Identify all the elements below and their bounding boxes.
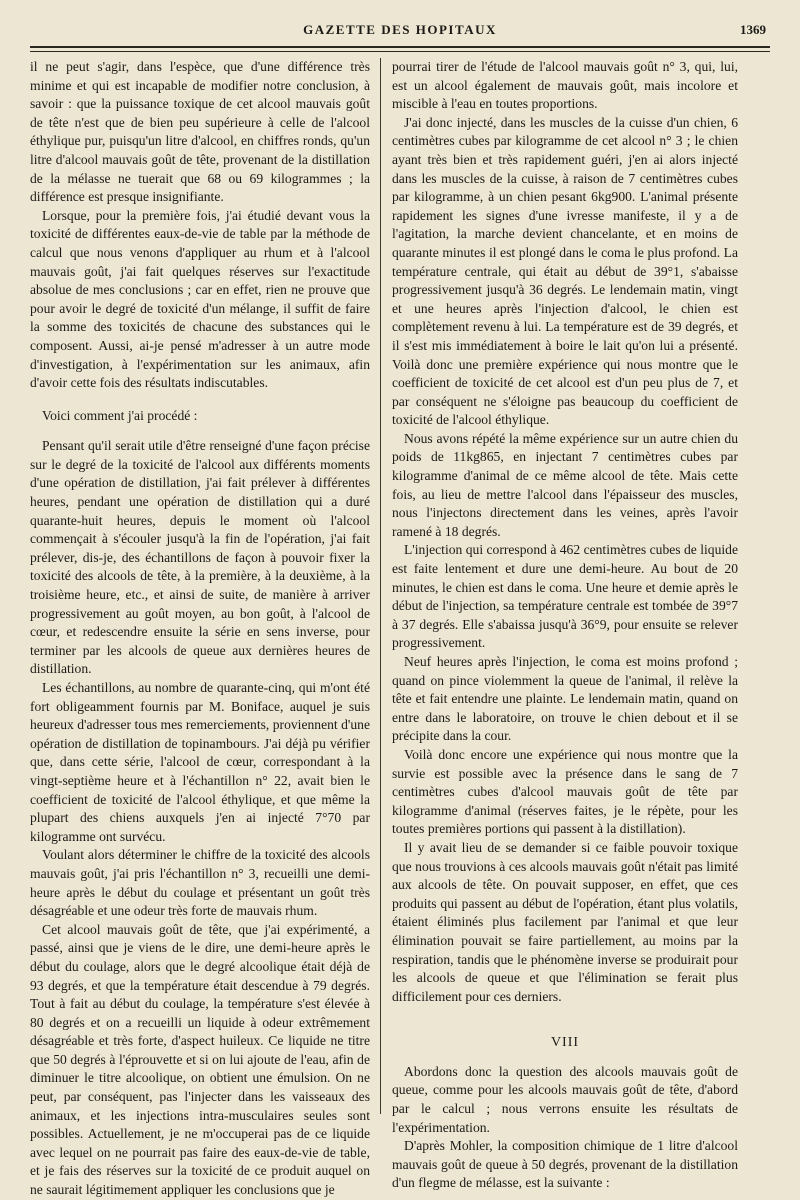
- header-rule-thick: [30, 46, 770, 48]
- header-rule-thin: [30, 51, 770, 52]
- paragraph: J'ai donc injecté, dans les muscles de la cuisse d'un chien, 6 centimètres cubes par kilogramme de cet alcool n° 3 ; le chien ayant très bien et très rapidement guéri, j'en ai alors injecté dans les muscles de la cuisse, à raison de 7 centimètres cubes par kilogramme, à un chien pesant 6kg900. L'animal présente rapidement les signes d'une ivresse manifeste, il y a de l'agitation, la marche devient chancelante, et en moins de quarante minutes il est plongé dans le coma le plus profond. La température centrale, qui était au début de 39°1, s'abaisse progressivement jusqu'à 36 degrés. Le lendemain matin, vingt et une heures après l'injection d'alcool, le chien est complètement revenu à lui. La température est de 39 degrés, et il s'est mis immédiatement à boire le lait qu'on lui a présenté. Voilà donc une première expérience qui nous montre que le coefficient de toxicité de cet alcool est d'un peu plus de 7, et par conséquent ne s'éloigne pas beaucoup du coefficient de toxicité de l'alcool éthylique.: [392, 114, 738, 428]
- page-header: [30, 18, 770, 44]
- paragraph: Voici comment j'ai procédé :: [42, 407, 198, 423]
- column-divider: [380, 58, 381, 1114]
- paragraph: Nous avons répété la même expérience sur un autre chien du poids de 11kg865, en injectant 7 centimètres cubes par kilogramme d'animal de ce même alcool de tête. Mais cette fois, au lieu de mettre l'alcool dans l'épaisseur des muscles, nous l'injectons directement dans les veines, après l'avoir ramené à 18 degrés.: [392, 430, 738, 539]
- page-number: 1369: [740, 22, 766, 37]
- paragraph: D'après Mohler, la composition chimique de 1 litre d'alcool mauvais goût de queue à 50 degrés, provenant de la distillation d'un flegme de mélasse, est la suivante :: [392, 1138, 738, 1191]
- paragraph: Abordons donc la question des alcools mauvais goût de queue, comme pour les alcools mauvais goût de tête, d'abord par le calcul ; nous verrons ensuite les résultats de l'expérimentation.: [392, 1063, 738, 1135]
- paragraph: Lorsque, pour la première fois, j'ai étudié devant vous la toxicité de différentes eaux-de-vie de table par la méthode de calcul que nous venons d'appliquer au rhum et à l'alcool mauvais goût, j'ai fait quelques réserves sur l'exactitude absolue de mes conclusions ; car en effet, rien ne prouve que pour avoir le degré de toxicité d'un mélange, il suffit de faire la somme des toxicités de chacune des substances qui le composent. Aussi, ai-je pensé m'adresser à un autre mode d'investigation, à l'expérimentation sur les animaux, afin d'avoir cette fois des résultats indiscutables.: [30, 207, 370, 391]
- paragraph: Voulant alors déterminer le chiffre de la toxicité des alcools mauvais goût, j'ai pris l'échantillon n° 3, recueilli une demi-heure après le début du coulage et présentant un goût très désagréable et une odeur très forte de mauvais rhum.: [30, 847, 370, 919]
- paragraph: Cet alcool mauvais goût de tête, que j'ai expérimenté, a passé, ainsi que je viens de le dire, une demi-heure après le début du coulage, alors que le degré alcoolique était déjà de 93 degrés, et que la température était descendue à 79 degrés. Tout à fait au début du coulage, la température s'est élevée à 80 degrés et on a recueilli un liquide à odeur extrêmement désagréable et très forte, d'aspect huileux. Ce liquide ne titre que 50 degrés à l'éprouvette et si on lui ajoute de l'eau, afin de diminuer le titre alcoolique, on obtient une émulsion. On ne peut, par conséquent, pas l'injecter dans les vaisseaux des animaux, et les injections intra-musculaires seules sont possibles. Actuellement, je ne m'occuperai pas de ce liquide avec lequel on ne pourrait pas faire des eaux-de-vie de table, et je fais des réserves sur la toxicité de ce produit auquel on ne saurait légitimement appliquer les conclusions que je: [30, 921, 370, 1198]
- paragraph: L'injection qui correspond à 462 centimètres cubes de liquide est faite lentement et dure une demi-heure. Au bout de 20 minutes, le chien est dans le coma. Une heure et demie après le début de l'injection, sa température centrale est tombée de 39°7 à 37 degrés. Elle s'abaissa jusqu'à 36°9, pour ensuite se relever progressivement.: [392, 542, 738, 651]
- paragraph: il ne peut s'agir, dans l'espèce, que d'une différence très minime et qui est incapable de modifier notre conclusion, à savoir : que la puissance toxique de cet alcool mauvais goût de tête n'est que de bien peu supérieure à celle de l'alcool éthylique pur, puisqu'un litre d'alcool, en chiffres ronds, qu'un litre d'alcool mauvais goût de tête, provenant de la distillation de la mélasse ne tuerait que 68 ou 69 kilogrammes ; la différence est presque insignifiante.: [30, 59, 370, 205]
- section-heading: VIII: [550, 1035, 580, 1051]
- paragraph: Pensant qu'il serait utile d'être renseigné d'une façon précise sur le degré de la toxicité de l'alcool aux différents moments d'une opération de distillation, j'ai fait prélever à différentes heures, pendant une opération de distillation qui a duré quarante-huit heures, depuis le moment où l'alcool commençait à s'écouler jusqu'à la fin de l'opération, j'ai fait prélever, dis-je, des échantillons de façon à pouvoir fixer la toxicité des alcools de tête, à la première, à la deuxième, à la troisième heure, etc., et ainsi de suite, de manière à arriver progressivement au goût moyen, au bon goût, à l'alcool de cœur, et redescendre ensuite la série en sens inverse, pour terminer par les alcools de queue aux dernières heures de distillation.: [30, 438, 370, 677]
- running-title: GAZETTE DES HOPITAUX: [303, 22, 497, 37]
- paragraph: Il y avait lieu de se demander si ce faible pouvoir toxique que nous trouvions à ces alcools mauvais goût n'était pas limité aux alcools de tête. On pouvait supposer, en effet, que ces produits qui passent au début de l'opération, étant plus volatils, étaient éliminés plus facilement par l'animal et que leur élimination pouvait se faire partiellement, au moins par la respiration, tandis que le phénomène inverse se produirait pour les alcools de queue et que l'élimination se ferait plus difficilement pour ces derniers.: [392, 839, 738, 1004]
- paragraph: Voilà donc encore une expérience qui nous montre que la survie est possible avec la présence dans le sang de 7 centimètres cubes d'alcool mauvais goût de tête par kilogramme d'animal (réserves faites, je le répète, pour les toutes premières portions qui passent à la distillation).: [392, 746, 738, 837]
- left-column: [30, 58, 370, 1198]
- paragraph: Neuf heures après l'injection, le coma est moins profond ; quand on pince violemment la queue de l'animal, il relève la tête et fait entendre une plainte. Le lendemain matin, quand on entre dans le laboratoire, on trouve le chien debout et il se précipite dans la cour.: [392, 654, 738, 744]
- paragraph: Les échantillons, au nombre de quarante-cinq, qui m'ont été fort obligeamment fournis par M. Boniface, auquel je suis heureux d'adresser tous mes remerciements, proviennent d'une opération de distillation de topinambours. J'ai déjà pu vérifier que, dans cette série, l'alcool de cœur, correspondant à la vingt-septième heure et à l'échantillon n° 22, avait bien le coefficient de toxicité de l'alcool éthylique, et que même la plupart des chiens auxquels j'en ai injecté 7°70 par kilogramme ont survécu.: [30, 680, 370, 844]
- right-column: [392, 58, 738, 1191]
- paragraph: pourrai tirer de l'étude de l'alcool mauvais goût n° 3, qui, lui, est un alcool également de mauvais goût, mais incolore et miscible à l'eau en toutes proportions.: [392, 59, 738, 112]
